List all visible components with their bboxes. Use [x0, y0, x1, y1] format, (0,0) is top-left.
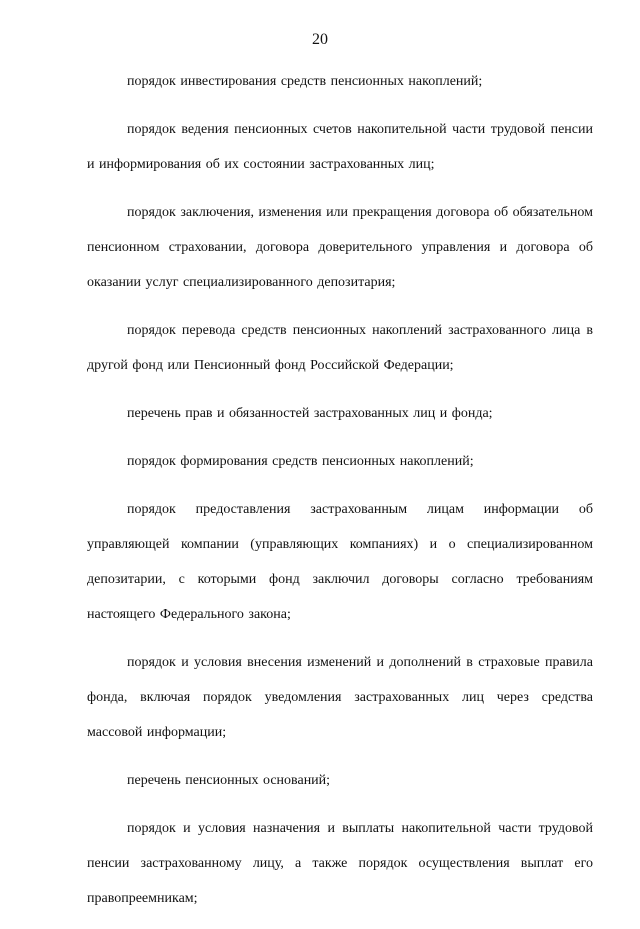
paragraph-investment-procedure: порядок инвестирования средств пенсионных накоплений; — [127, 74, 483, 89]
paragraph-rights-obligations: перечень прав и обязанностей застрахованных лиц и фонда; — [127, 406, 493, 421]
paragraph-pension-accounts: порядок ведения пенсионных счетов накопительной части трудовой пенсии и информирования об их состоянии застрахованных лиц; — [87, 122, 593, 172]
document-body — [87, 64, 593, 929]
paragraph-contract-procedure: порядок заключения, изменения или прекращения договора об обязательном пенсионном страховании, договора доверительного управления и договора об оказании услуг специализированного депозитария; — [87, 205, 593, 290]
paragraph-amendment-procedure: порядок и условия внесения изменений и дополнений в страховые правила фонда, включая порядок уведомления застрахованных лиц через средства массовой информации; — [87, 655, 593, 740]
paragraph-formation-procedure: порядок формирования средств пенсионных накоплений; — [127, 454, 474, 469]
page-number: 20 — [312, 31, 328, 48]
paragraph-payment-procedure: порядок и условия назначения и выплаты накопительной части трудовой пенсии застрахованному лицу, а также порядок осуществления выплат его правопреемникам; — [87, 821, 593, 906]
paragraph-information-procedure: порядок предоставления застрахованным лицам информации об управляющей компании (управляющих компаниях) и о специализированном депозитарии, с которыми фонд заключил договоры согласно требованиям настоящего Федерального закона; — [87, 502, 593, 622]
paragraph-pension-grounds: перечень пенсионных оснований; — [127, 773, 331, 788]
paragraph-transfer-procedure: порядок перевода средств пенсионных накоплений застрахованного лица в другой фонд или Пенсионный фонд Российской Федерации; — [87, 323, 593, 373]
